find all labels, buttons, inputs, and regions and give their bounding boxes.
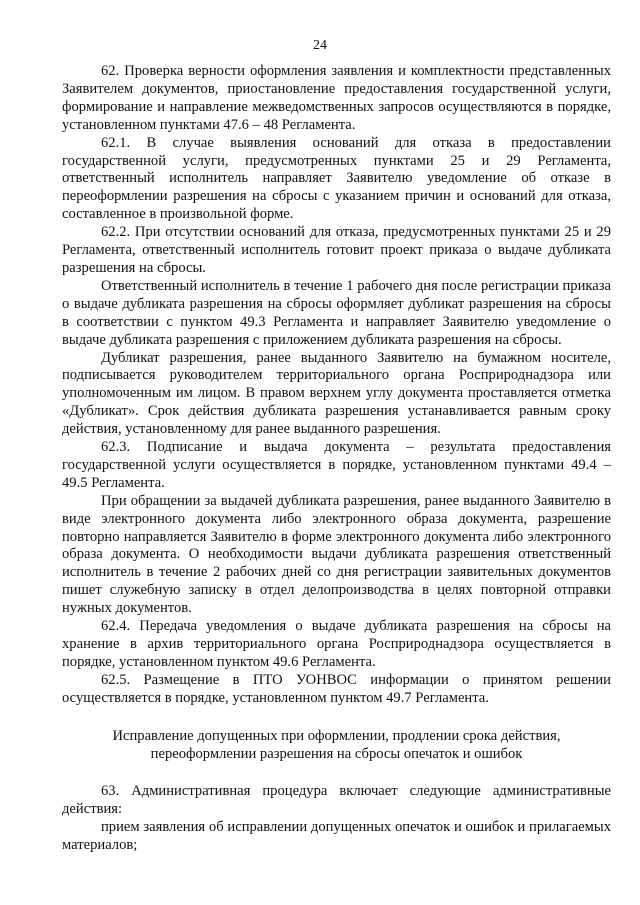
- paragraph-duplicate-paper: Дубликат разрешения, ранее выданного Заявителю на бумажном носителе, подписывается руководителем территориального органа Росприроднадзора или уполномоченным им лицом. В правом верхнем углу документа проставляется отметка «Дубликат». Срок действия дубликата разрешения устанавливается равным сроку действия, установленному для ранее выданного разрешения.: [62, 349, 611, 438]
- page-number: 24: [313, 38, 327, 53]
- document-body: [62, 63, 611, 855]
- paragraph-electronic-duplicate: При обращении за выдачей дубликата разрешения, ранее выданного Заявителю в виде электронного документа либо электронного образа документа, разрешение повторно направляется Заявителю в форме электронного документа либо электронного образа документа. О необходимости выдачи дубликата разрешения ответственный исполнитель в течение 2 рабочих дней со дня регистрации заявительных документов пишет служебную записку в отдел делопроизводства в целях повторной отправки нужных документов.: [62, 492, 611, 617]
- paragraph-62-4: 62.4. Передача уведомления о выдаче дубликата разрешения на сбросы на хранение в архив территориального органа Росприроднадзора осуществляется в порядке, установленном пунктом 49.6 Регламента.: [62, 618, 611, 670]
- paragraph-62: 62. Проверка верности оформления заявления и комплектности представленных Заявителем документов, приостановление предоставления государственной услуги, формирование и направление межведомственных запросов осуществляются в порядке, установленном пунктами 47.6 – 48 Регламента.: [62, 63, 611, 133]
- section-heading-line-1: Исправление допущенных при оформлении, продлении срока действия,: [112, 727, 561, 744]
- paragraph-63: 63. Административная процедура включает следующие административные действия:: [62, 783, 611, 818]
- paragraph-62-1: 62.1. В случае выявления оснований для отказа в предоставлении государственной услуги, предусмотренных пунктами 25 и 29 Регламента, ответственный исполнитель направляет Заявителю уведомление об отказе в переоформлении разрешения на сбросы с указанием причин и оснований для отказа, составленное в произвольной форме.: [62, 134, 611, 223]
- paragraph-62-2: 62.2. При отсутствии оснований для отказа, предусмотренных пунктами 25 и 29 Регламента, ответственный исполнитель готовит проект приказа о выдаче дубликата разрешения на сбросы.: [62, 224, 611, 276]
- section-heading: [62, 708, 611, 784]
- section-heading-line-2: переоформлении разрешения на сбросы опечаток и ошибок: [150, 745, 523, 762]
- paragraph-62-5: 62.5. Размещение в ПТО УОНВОС информации о принятом решении осуществляется в порядке, установленном пунктом 49.7 Регламента.: [62, 671, 611, 706]
- paragraph-62-3: 62.3. Подписание и выдача документа – результата предоставления государственной услуги осуществляется в порядке, установленном пунктами 49.4 – 49.5 Регламента.: [62, 439, 611, 491]
- paragraph-responsible-executor: Ответственный исполнитель в течение 1 рабочего дня после регистрации приказа о выдаче дубликата разрешения на сбросы оформляет дубликат разрешения на сбросы в соответствии с пунктом 49.3 Регламента и направляет Заявителю уведомление о выдаче дубликата разрешения с приложением дубликата разрешения на сбросы.: [62, 277, 611, 348]
- paragraph-action-item: прием заявления об исправлении допущенных опечаток и ошибок и прилагаемых материалов;: [62, 819, 611, 854]
